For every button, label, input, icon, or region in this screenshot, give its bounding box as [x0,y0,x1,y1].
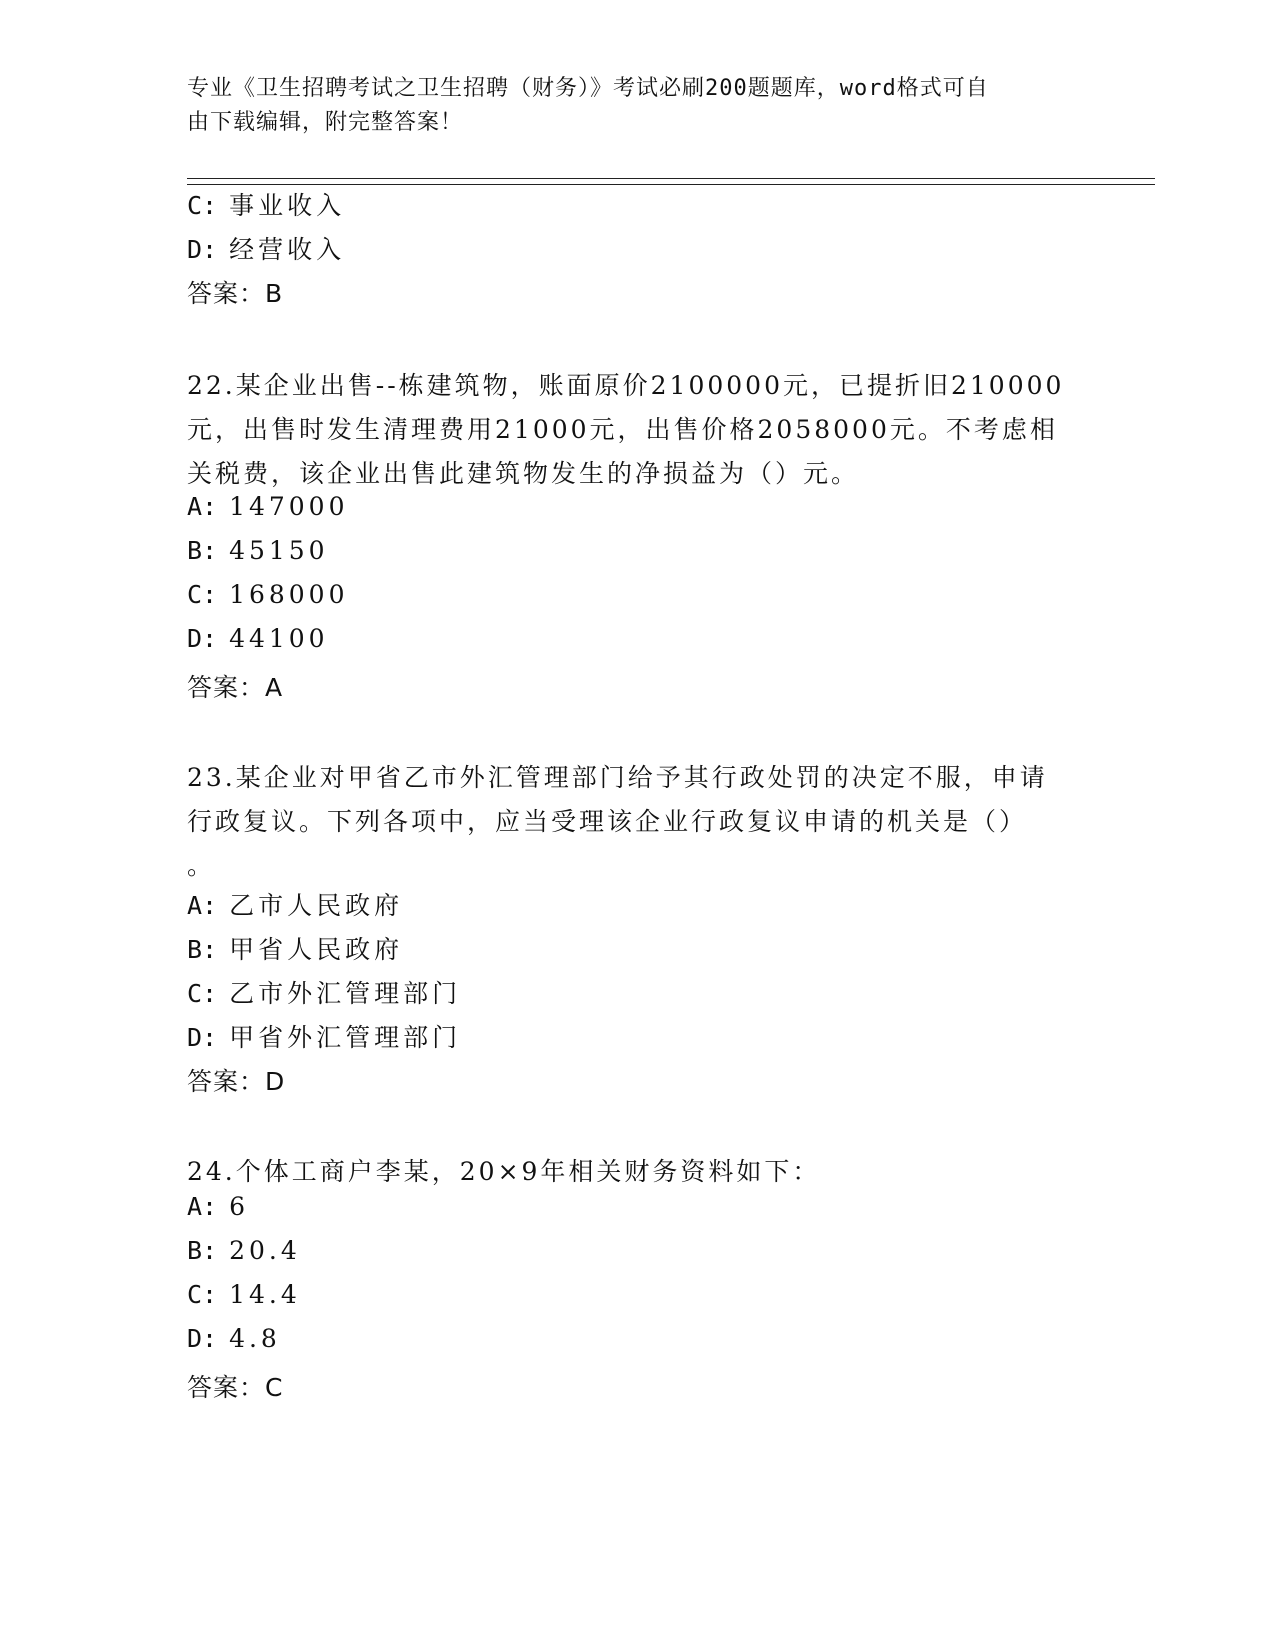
option-text: 20.4 [229,1236,301,1265]
question-line: 22.某企业出售--栋建筑物，账面原价2100000元，已提折旧210000 [187,371,1065,400]
option-c [187,580,349,609]
option-label: D: [187,1324,218,1353]
header-divider-bottom [187,184,1155,185]
header-line-2: 由下载编辑，附完整答案！ [187,110,464,135]
question-24-stem [187,1150,1087,1194]
option-label: C: [187,979,218,1008]
option-label: D: [187,1023,218,1052]
question-22-stem [187,364,1087,496]
option-c [187,974,461,1010]
option-text: 147000 [229,492,349,521]
option-text: 经营收入 [229,235,346,264]
option-label: A: [187,492,218,521]
option-b [187,536,329,565]
option-label: D: [187,235,218,264]
option-text: 45150 [229,536,329,565]
question-23-stem [187,756,1087,888]
option-text: 44100 [229,624,329,653]
option-label: A: [187,891,218,920]
option-text: 事业收入 [229,191,346,220]
option-label: B: [187,536,218,565]
answer-line: 答案：C [187,1373,284,1402]
question-line: 关税费，该企业出售此建筑物发生的净损益为（）元。 [187,459,860,488]
answer-line: 答案：B [187,279,284,308]
option-c [187,1280,301,1309]
option-d [187,1324,281,1353]
option-a [187,1192,249,1221]
option-label: C: [187,580,218,609]
option-label: C: [187,191,218,220]
option-text: 乙市外汇管理部门 [229,979,462,1008]
option-label: A: [187,1192,218,1221]
option-d [187,230,345,266]
answer-line: 答案：A [187,673,284,702]
option-a [187,492,349,521]
page-header [187,72,1087,140]
option-text: 4.8 [229,1324,281,1353]
option-text: 乙市人民政府 [229,891,404,920]
option-c [187,186,345,222]
option-b [187,930,403,966]
question-line: 。 [187,851,216,880]
option-text: 甲省外汇管理部门 [229,1023,462,1052]
option-label: B: [187,1236,218,1265]
question-line: 24.个体工商户李某，20×9年相关财务资料如下： [187,1157,821,1186]
option-d [187,1018,461,1054]
option-text: 14.4 [229,1280,301,1309]
option-d [187,624,329,653]
option-label: D: [187,624,218,653]
question-line: 行政复议。下列各项中，应当受理该企业行政复议申请的机关是（） [187,807,1028,836]
question-line: 元，出售时发生清理费用21000元，出售价格2058000元。不考虑相 [187,415,1058,444]
header-divider-top [187,178,1155,179]
option-text: 甲省人民政府 [229,935,404,964]
option-label: B: [187,935,218,964]
option-a [187,886,403,922]
header-line-1: 专业《卫生招聘考试之卫生招聘（财务）》考试必刷200题题库，word格式可自 [187,76,989,101]
question-line: 23.某企业对甲省乙市外汇管理部门给予其行政处罚的决定不服，申请 [187,763,1048,792]
option-b [187,1236,301,1265]
option-text: 168000 [229,580,349,609]
answer-line: 答案：D [187,1067,286,1096]
option-text: 6 [229,1192,249,1221]
option-label: C: [187,1280,218,1309]
